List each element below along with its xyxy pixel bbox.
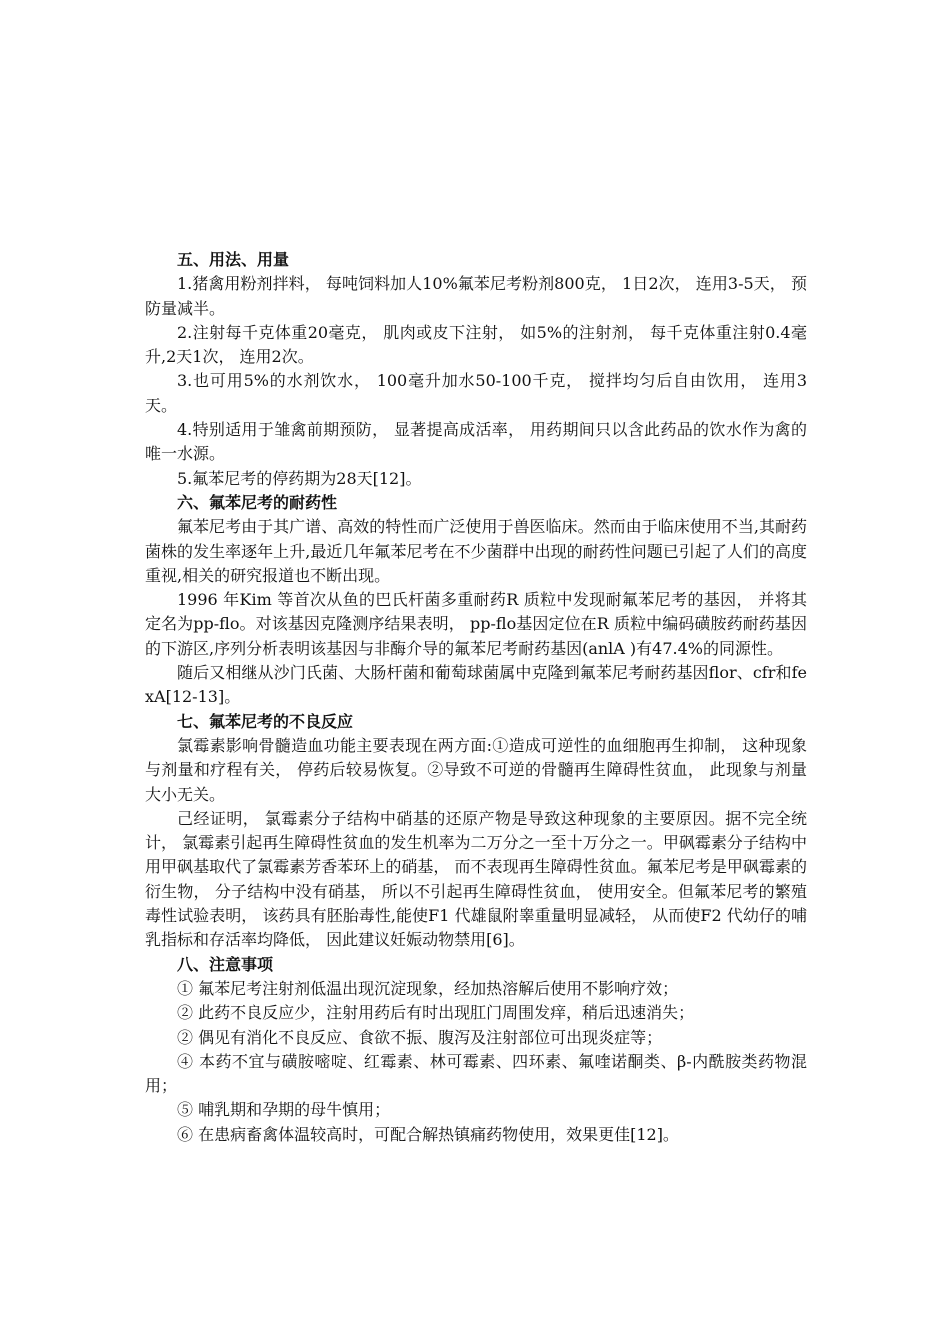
paragraph: 4.特别适用于雏禽前期预防， 显著提高成活率， 用药期间只以含此药品的饮水作为禽的唯一水源。 xyxy=(145,420,807,464)
list-item: ② 此药不良反应少，注射用药后有时出现肛门周围发痒，稍后迅速消失； xyxy=(177,1003,695,1023)
paragraph: 氯霉素影响骨髓造血功能主要表现在两方面:①造成可逆性的血细胞再生抑制， 这种现象与剂量和疗程有关， 停药后较易恢复。②导致不可逆的骨髓再生障碍性贫血， 此现象与剂量大小无关。 xyxy=(145,735,807,804)
section-heading: 六、氟苯尼考的耐药性 xyxy=(177,492,338,512)
paragraph: 2.注射每千克体重20毫克， 肌肉或皮下注射， 如5%的注射剂， 每千克体重注射0.4毫升,2天1次， 连用2次。 xyxy=(145,322,807,367)
section-usage-dosage xyxy=(145,248,807,491)
list-item: ④ 本药不宜与磺胺嘧啶、红霉素、林可霉素、四环素、氟喹诺酮类、β-内酰胺类药物混用； xyxy=(145,1051,807,1096)
list-item: ⑥ 在患病畜禽体温较高时，可配合解热镇痛药物使用，效果更佳[12]。 xyxy=(177,1124,679,1144)
document-body xyxy=(145,248,807,1147)
paragraph: 1.猪禽用粉剂拌料， 每吨饲料加人10%氟苯尼考粉剂800克， 1日2次， 连用3-5天， 预防量减半。 xyxy=(145,274,807,318)
section-adverse-reactions xyxy=(145,710,807,953)
paragraph: 氟苯尼考由于其广谱、高效的特性而广泛使用于兽医临床。然而由于临床使用不当,其耐药菌株的发生率逐年上升,最近几年氟苯尼考在不少菌群中出现的耐药性问题已引起了人们的高度重视,相关的研究报道也不断出现。 xyxy=(145,517,807,585)
list-item: ① 氟苯尼考注射剂低温出现沉淀现象，经加热溶解后使用不影响疗效； xyxy=(177,978,679,998)
section-drug-resistance xyxy=(145,491,807,710)
paragraph: 己经证明， 氯霉素分子结构中硝基的还原产物是导致这种现象的主要原因。据不完全统计， 氯霉素引起再生障碍性贫血的发生机率为二万分之一至十万分之一。甲砜霉素分子结构中用甲砜基取代了氯霉素芳香苯环上的硝基， 而不表现再生障碍性贫血。氟苯尼考是甲砜霉素的衍生物， 分子结构中没有硝基， 所以不引起再生障碍性贫血， 使用安全。但氟苯尼考的繁殖毒性试验表明， 该药具有胚胎毒性,能使F1 代雄鼠附睾重量明显减轻， 从而使F2 代幼仔的哺乳指标和存活率均降低， 因此建议妊娠动物禁用[6]。 xyxy=(145,808,807,950)
paragraph: 1996 年Kim 等首次从鱼的巴氏杆菌多重耐药R 质粒中发现耐氟苯尼考的基因， 并将其定名为pp-flo。对该基因克隆测序结果表明， pp-flo基因定位在R 质粒中编码磺胺药耐药基因的下游区,序列分析表明该基因与非酶介导的氟苯尼考耐药基因(anlA )有47.4%的同源性。 xyxy=(145,590,807,658)
list-item: ⑤ 哺乳期和孕期的母牛慎用； xyxy=(177,1100,391,1120)
section-precautions xyxy=(145,953,807,1147)
section-heading: 五、用法、用量 xyxy=(177,250,290,269)
paragraph: 3.也可用5%的水剂饮水， 100毫升加水50-100千克， 搅拌均匀后自由饮用， 连用3天。 xyxy=(145,371,807,415)
section-heading: 七、氟苯尼考的不良反应 xyxy=(177,711,354,731)
section-heading: 八、注意事项 xyxy=(177,954,274,974)
paragraph: 5.氟苯尼考的停药期为28天[12]。 xyxy=(177,468,422,488)
list-item: ② 偶见有消化不良反应、食欲不振、腹泻及注射部位可出现炎症等； xyxy=(177,1027,663,1047)
paragraph: 随后又相继从沙门氏菌、大肠杆菌和葡萄球菌属中克隆到氟苯尼考耐药基因flor、cfr和fexA[12-13]。 xyxy=(145,663,807,707)
